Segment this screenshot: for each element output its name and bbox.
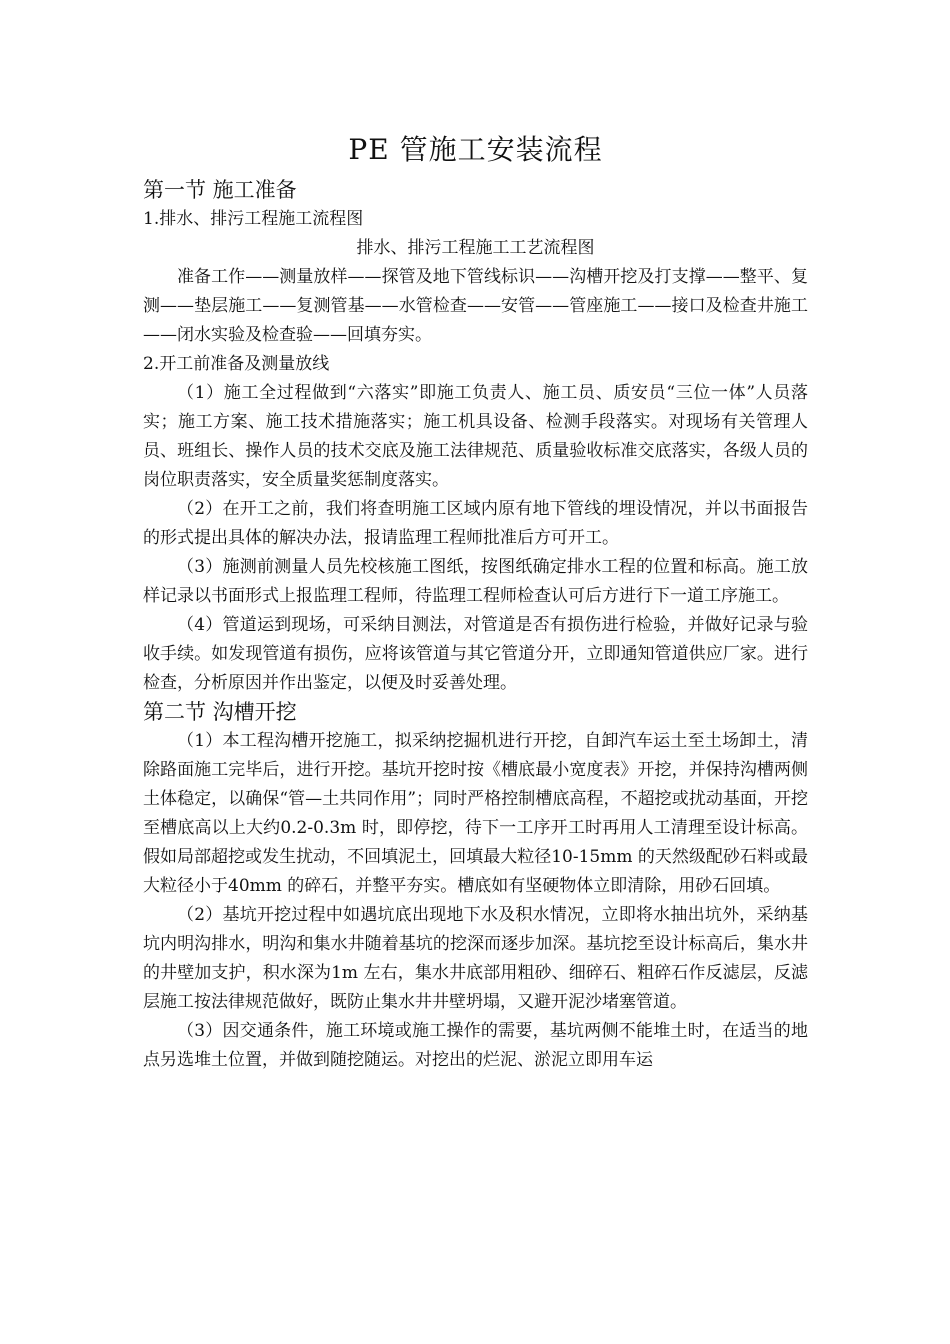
section-2-paragraph: （1）本工程沟槽开挖施工，拟采纳挖掘机进行开挖，自卸汽车运土至土场卸土，清除路面施工完毕后，进行开挖。基坑开挖时按《槽底最小宽度表》开挖，并保持沟槽两侧土体稳定，以确保“管—土共同作用”；同时严格控制槽底高程，不超挖或扰动基面，开挖至槽底高以上大约0.2-0.3m 时，即停挖，待下一工序开工时再用人工清理至设计标高。假如局部超挖或发生扰动，不回填泥土，回填最大粒径10-15mm 的天然级配砂石料或最大粒径小于40mm 的碎石，并整平夯实。槽底如有坚硬物体立即清除，用砂石回填。 bbox=[143, 731, 808, 896]
flow-chart-title: 排水、排污工程施工工艺流程图 bbox=[356, 238, 595, 258]
section-2-paragraph: （3）因交通条件，施工环境或施工操作的需要，基坑两侧不能堆土时，在适当的地点另选堆土位置，并做到随挖随运。对挖出的烂泥、淤泥立即用车运 bbox=[143, 1021, 808, 1070]
section-1-heading: 第一节 施工准备 bbox=[143, 178, 297, 202]
section-1-item-1-heading: 1.排水、排污工程施工流程图 bbox=[143, 209, 364, 229]
section-2-heading: 第二节 沟槽开挖 bbox=[143, 700, 297, 724]
flow-chart-text: 准备工作——测量放样——探管及地下管线标识——沟槽开挖及打支撑——整平、复测——垫层施工——复测管基——水管检查——安管——管座施工——接口及检查井施工——闭水实验及检查验——回填夯实。 bbox=[143, 267, 808, 345]
section-1-item-2-heading: 2.开工前准备及测量放线 bbox=[143, 354, 330, 374]
section-1-paragraph: （1）施工全过程做到“六落实”即施工负责人、施工员、质安员“三位一体”人员落实；施工方案、施工技术措施落实；施工机具设备、检测手段落实。对现场有关管理人员、班组长、操作人员的技术交底及施工法律规范、质量验收标准交底落实，各级人员的岗位职责落实，安全质量奖惩制度落实。 bbox=[143, 383, 808, 490]
document-body bbox=[143, 128, 808, 1075]
section-1-paragraph: （4）管道运到现场，可采纳目测法，对管道是否有损伤进行检验，并做好记录与验收手续。如发现管道有损伤，应将该管道与其它管道分开，立即通知管道供应厂家。进行检查，分析原因并作出鉴定，以便及时妥善处理。 bbox=[143, 615, 808, 693]
section-2-paragraph: （2）基坑开挖过程中如遇坑底出现地下水及积水情况，立即将水抽出坑外，采纳基坑内明沟排水，明沟和集水井随着基坑的挖深而逐步加深。基坑挖至设计标高后，集水井的井壁加支护，积水深为1m 左右，集水井底部用粗砂、细碎石、粗碎石作反滤层，反滤层施工按法律规范做好，既防止集水井井壁坍塌，又避开泥沙堵塞管道。 bbox=[143, 905, 808, 1012]
section-1-paragraph: （3）施测前测量人员先校核施工图纸，按图纸确定排水工程的位置和标高。施工放样记录以书面形式上报监理工程师，待监理工程师检查认可后方进行下一道工序施工。 bbox=[143, 557, 808, 606]
document-title: PE 管施工安装流程 bbox=[348, 133, 603, 166]
section-1-paragraph: （2）在开工之前，我们将查明施工区域内原有地下管线的埋设情况，并以书面报告的形式提出具体的解决办法，报请监理工程师批准后方可开工。 bbox=[143, 499, 808, 548]
